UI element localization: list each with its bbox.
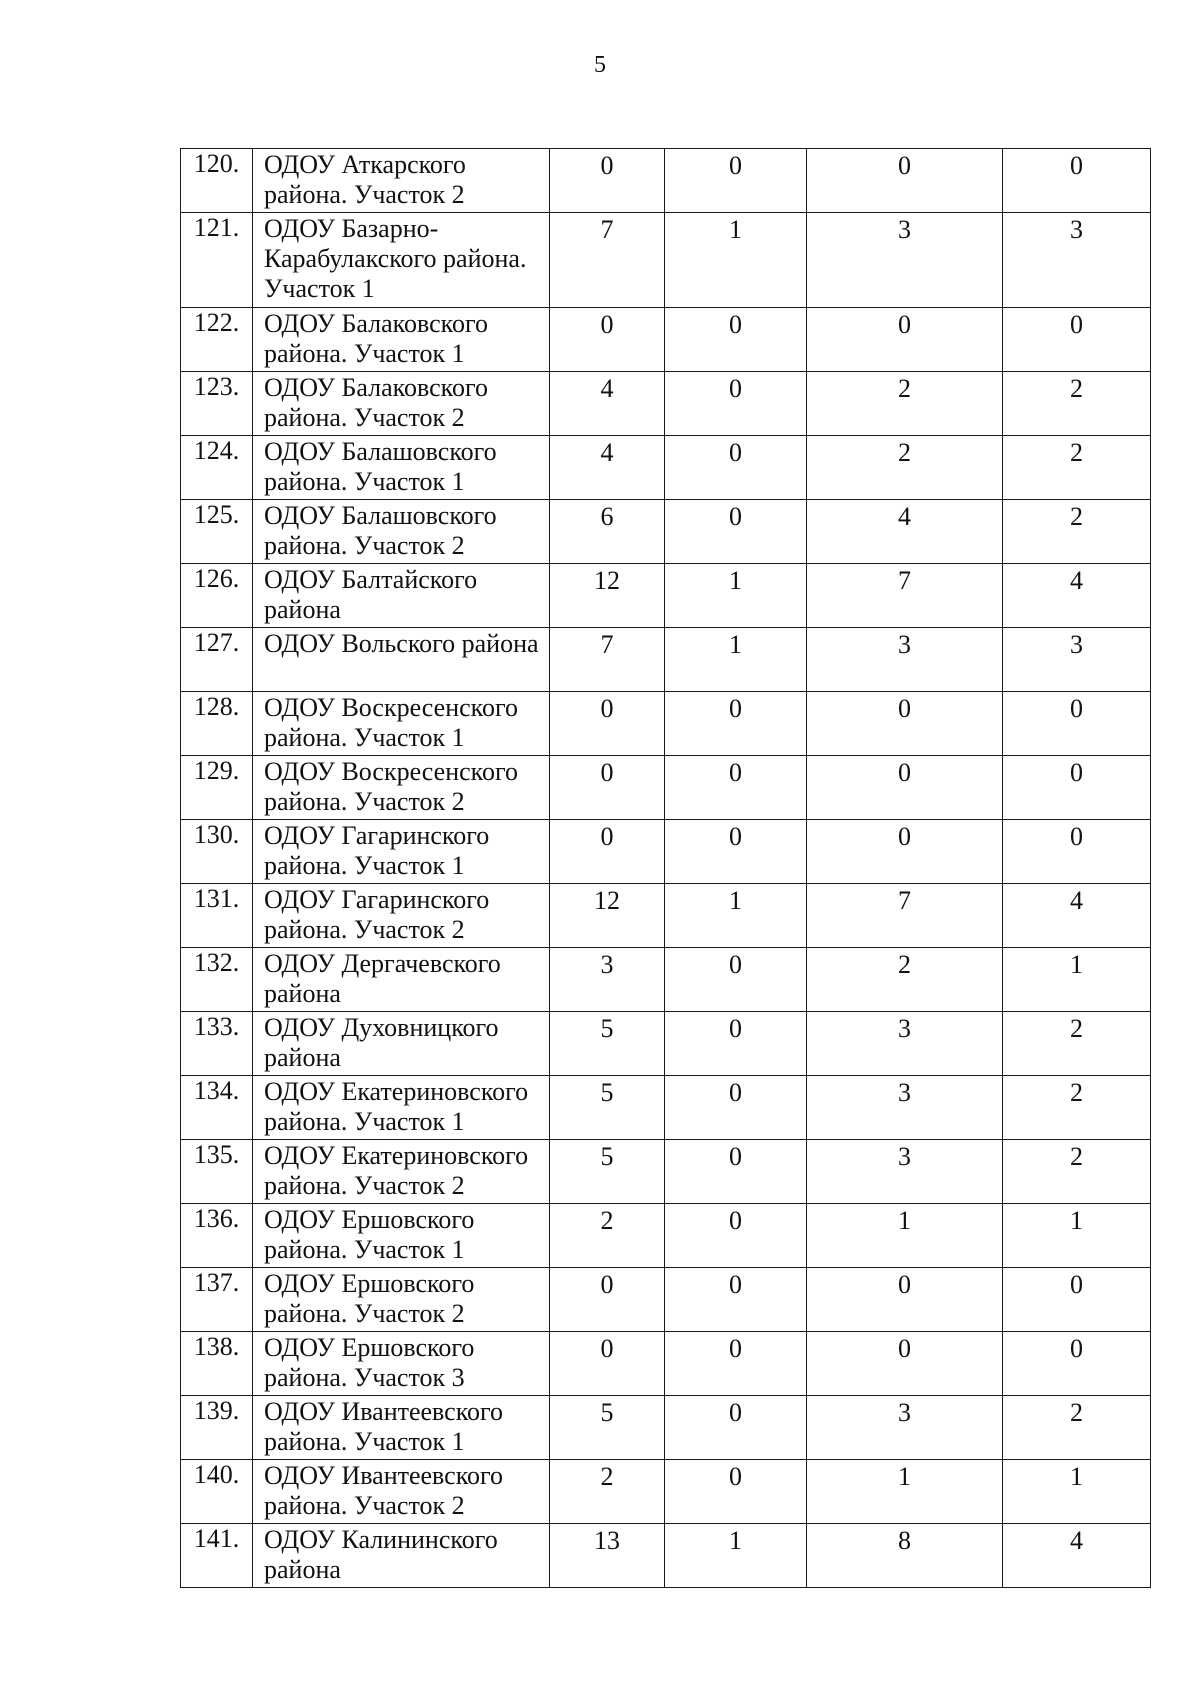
value-cell: 0: [665, 1396, 807, 1460]
row-number: 121.: [181, 213, 253, 308]
value-cell: 5: [550, 1396, 665, 1460]
table-row: [181, 372, 1151, 436]
value-cell: 3: [807, 1012, 1003, 1076]
value-cell: 0: [807, 692, 1003, 756]
row-number: 132.: [181, 948, 253, 1012]
row-name: ОДОУ Екатериновского района. Участок 1: [253, 1076, 550, 1140]
value-cell: 0: [665, 948, 807, 1012]
value-cell: 1: [1003, 1204, 1151, 1268]
value-cell: 0: [1003, 308, 1151, 372]
table-row: [181, 500, 1151, 564]
row-name: ОДОУ Ершовского района. Участок 2: [253, 1268, 550, 1332]
row-number: 140.: [181, 1460, 253, 1524]
value-cell: 0: [807, 1268, 1003, 1332]
row-number: 125.: [181, 500, 253, 564]
value-cell: 2: [1003, 1012, 1151, 1076]
value-cell: 6: [550, 500, 665, 564]
value-cell: 0: [807, 756, 1003, 820]
value-cell: 0: [1003, 1268, 1151, 1332]
table-row: [181, 149, 1151, 213]
value-cell: 3: [807, 1076, 1003, 1140]
value-cell: 4: [1003, 884, 1151, 948]
row-name: ОДОУ Балаковского района. Участок 2: [253, 372, 550, 436]
table-row: [181, 1268, 1151, 1332]
row-name: ОДОУ Балашовского района. Участок 2: [253, 500, 550, 564]
value-cell: 2: [807, 948, 1003, 1012]
value-cell: 13: [550, 1524, 665, 1588]
table-row: [181, 564, 1151, 628]
value-cell: 0: [665, 756, 807, 820]
value-cell: 0: [665, 692, 807, 756]
value-cell: 4: [1003, 1524, 1151, 1588]
row-name: ОДОУ Гагаринского района. Участок 1: [253, 820, 550, 884]
table-row: [181, 1012, 1151, 1076]
row-name: ОДОУ Балаковского района. Участок 1: [253, 308, 550, 372]
value-cell: 0: [1003, 1332, 1151, 1396]
value-cell: 0: [1003, 692, 1151, 756]
row-number: 122.: [181, 308, 253, 372]
value-cell: 1: [807, 1204, 1003, 1268]
row-number: 129.: [181, 756, 253, 820]
value-cell: 12: [550, 884, 665, 948]
value-cell: 0: [550, 820, 665, 884]
value-cell: 1: [1003, 948, 1151, 1012]
row-name: ОДОУ Воскресенского района. Участок 1: [253, 692, 550, 756]
value-cell: 0: [665, 1140, 807, 1204]
row-name: ОДОУ Базарно-Карабулакского района. Участок 1: [253, 213, 550, 308]
row-number: 131.: [181, 884, 253, 948]
value-cell: 3: [807, 1396, 1003, 1460]
row-number: 123.: [181, 372, 253, 436]
row-name: ОДОУ Ивантеевского района. Участок 1: [253, 1396, 550, 1460]
row-number: 120.: [181, 149, 253, 213]
row-name: ОДОУ Вольского района: [253, 628, 550, 692]
value-cell: 3: [807, 628, 1003, 692]
table-row: [181, 1204, 1151, 1268]
row-number: 130.: [181, 820, 253, 884]
value-cell: 2: [807, 436, 1003, 500]
value-cell: 12: [550, 564, 665, 628]
table-body: [181, 149, 1151, 1588]
value-cell: 0: [550, 756, 665, 820]
row-name: ОДОУ Ершовского района. Участок 3: [253, 1332, 550, 1396]
value-cell: 1: [665, 1524, 807, 1588]
row-number: 135.: [181, 1140, 253, 1204]
value-cell: 2: [1003, 372, 1151, 436]
value-cell: 3: [1003, 628, 1151, 692]
value-cell: 7: [807, 884, 1003, 948]
value-cell: 0: [665, 1076, 807, 1140]
row-number: 126.: [181, 564, 253, 628]
value-cell: 3: [807, 213, 1003, 308]
table-row: [181, 948, 1151, 1012]
data-table: [180, 148, 1151, 1588]
table-row: [181, 213, 1151, 308]
row-name: ОДОУ Дергачевского района: [253, 948, 550, 1012]
row-number: 136.: [181, 1204, 253, 1268]
value-cell: 0: [665, 500, 807, 564]
value-cell: 7: [550, 213, 665, 308]
value-cell: 0: [665, 820, 807, 884]
value-cell: 8: [807, 1524, 1003, 1588]
value-cell: 4: [550, 436, 665, 500]
table-row: [181, 1460, 1151, 1524]
page-number: 5: [594, 52, 606, 78]
row-number: 128.: [181, 692, 253, 756]
row-name: ОДОУ Воскресенского района. Участок 2: [253, 756, 550, 820]
value-cell: 0: [807, 820, 1003, 884]
value-cell: 3: [1003, 213, 1151, 308]
value-cell: 0: [1003, 149, 1151, 213]
value-cell: 0: [550, 692, 665, 756]
value-cell: 4: [807, 500, 1003, 564]
value-cell: 3: [807, 1140, 1003, 1204]
table-row: [181, 884, 1151, 948]
row-number: 137.: [181, 1268, 253, 1332]
row-number: 138.: [181, 1332, 253, 1396]
table-row: [181, 820, 1151, 884]
value-cell: 0: [665, 436, 807, 500]
table-row: [181, 692, 1151, 756]
value-cell: 1: [665, 564, 807, 628]
row-name: ОДОУ Аткарского района. Участок 2: [253, 149, 550, 213]
value-cell: 0: [807, 1332, 1003, 1396]
value-cell: 2: [807, 372, 1003, 436]
table-row: [181, 1396, 1151, 1460]
value-cell: 7: [807, 564, 1003, 628]
value-cell: 2: [550, 1460, 665, 1524]
value-cell: 4: [1003, 564, 1151, 628]
value-cell: 1: [665, 213, 807, 308]
value-cell: 0: [665, 372, 807, 436]
row-name: ОДОУ Ивантеевского района. Участок 2: [253, 1460, 550, 1524]
value-cell: 0: [665, 1332, 807, 1396]
row-name: ОДОУ Балашовского района. Участок 1: [253, 436, 550, 500]
value-cell: 7: [550, 628, 665, 692]
table-row: [181, 756, 1151, 820]
value-cell: 0: [550, 308, 665, 372]
row-name: ОДОУ Гагаринского района. Участок 2: [253, 884, 550, 948]
row-number: 141.: [181, 1524, 253, 1588]
value-cell: 0: [550, 1332, 665, 1396]
value-cell: 5: [550, 1076, 665, 1140]
value-cell: 1: [665, 884, 807, 948]
value-cell: 0: [665, 1460, 807, 1524]
value-cell: 2: [550, 1204, 665, 1268]
table-row: [181, 1140, 1151, 1204]
table-row: [181, 1332, 1151, 1396]
value-cell: 4: [550, 372, 665, 436]
value-cell: 0: [550, 149, 665, 213]
row-number: 127.: [181, 628, 253, 692]
value-cell: 0: [665, 1204, 807, 1268]
value-cell: 0: [807, 149, 1003, 213]
value-cell: 3: [550, 948, 665, 1012]
table-row: [181, 628, 1151, 692]
value-cell: 0: [665, 149, 807, 213]
table-row: [181, 308, 1151, 372]
row-name: ОДОУ Екатериновского района. Участок 2: [253, 1140, 550, 1204]
value-cell: 1: [807, 1460, 1003, 1524]
value-cell: 2: [1003, 1140, 1151, 1204]
value-cell: 0: [1003, 820, 1151, 884]
value-cell: 5: [550, 1012, 665, 1076]
row-number: 134.: [181, 1076, 253, 1140]
value-cell: 0: [550, 1268, 665, 1332]
value-cell: 2: [1003, 1076, 1151, 1140]
value-cell: 2: [1003, 1396, 1151, 1460]
table-row: [181, 436, 1151, 500]
value-cell: 2: [1003, 500, 1151, 564]
value-cell: 0: [665, 1268, 807, 1332]
row-number: 139.: [181, 1396, 253, 1460]
value-cell: 0: [807, 308, 1003, 372]
row-name: ОДОУ Ершовского района. Участок 1: [253, 1204, 550, 1268]
value-cell: 0: [665, 1012, 807, 1076]
value-cell: 1: [1003, 1460, 1151, 1524]
row-name: ОДОУ Калининского района: [253, 1524, 550, 1588]
row-name: ОДОУ Балтайского района: [253, 564, 550, 628]
row-number: 124.: [181, 436, 253, 500]
row-number: 133.: [181, 1012, 253, 1076]
value-cell: 1: [665, 628, 807, 692]
row-name: ОДОУ Духовницкого района: [253, 1012, 550, 1076]
table-row: [181, 1524, 1151, 1588]
table-row: [181, 1076, 1151, 1140]
value-cell: 0: [665, 308, 807, 372]
value-cell: 0: [1003, 756, 1151, 820]
value-cell: 5: [550, 1140, 665, 1204]
value-cell: 2: [1003, 436, 1151, 500]
